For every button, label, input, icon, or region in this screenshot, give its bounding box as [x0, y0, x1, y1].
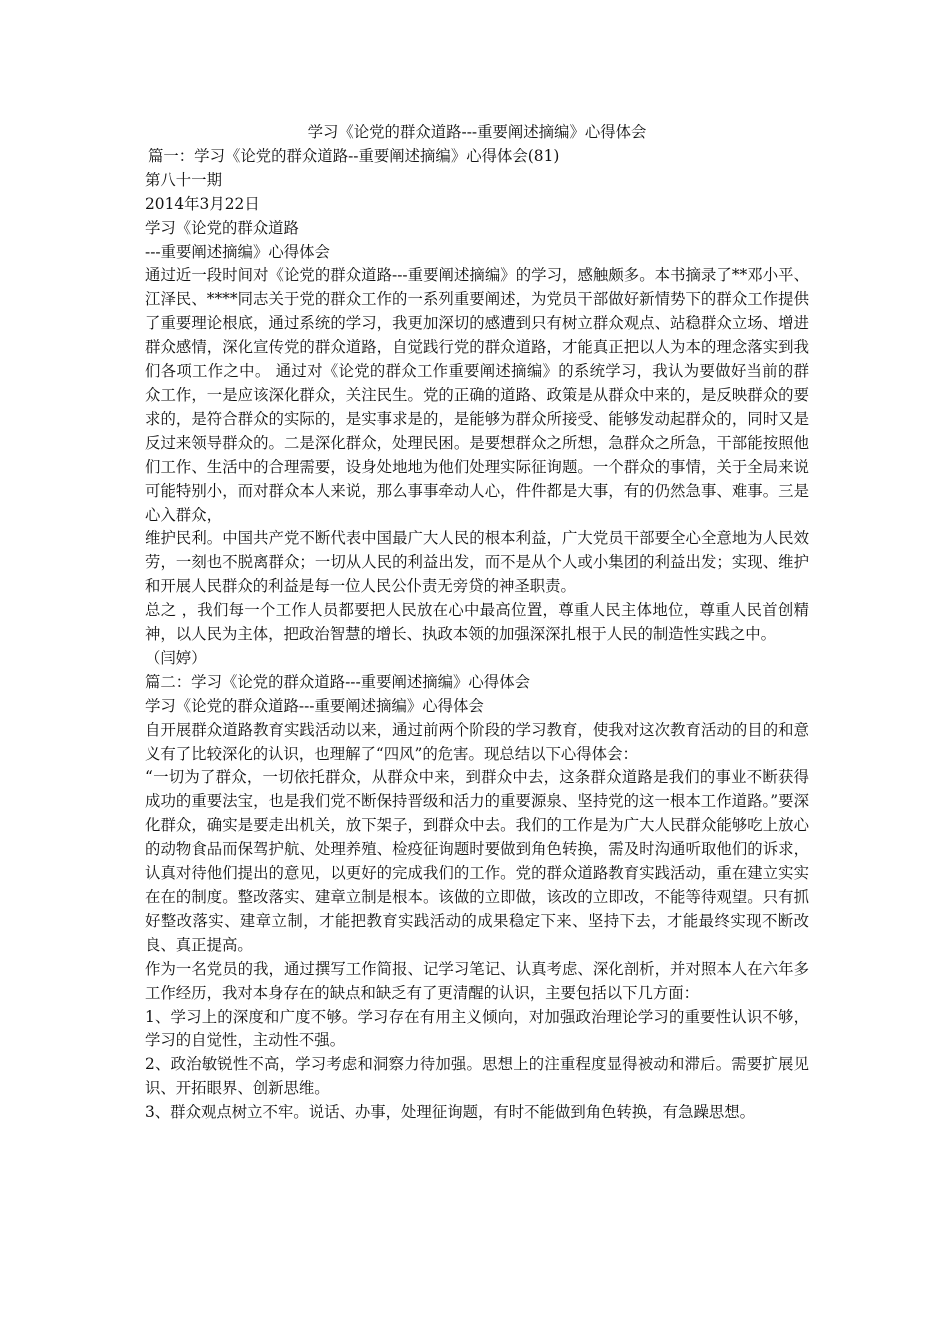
part2-paragraph-3: 作为一名党员的我，通过撰写工作简报、记学习笔记、认真考虑、深化剖析，并对照本人在六年多工作经历，我对本身存在的缺点和缺乏有了更清醒的认识，主要包括以下几方面：	[145, 959, 809, 1002]
part1-issue: 第八十一期	[145, 170, 222, 189]
part1-date: 2014年3月22日	[145, 194, 260, 213]
part1-paragraph-1: 通过近一段时间对《论党的群众道路---重要阐述摘编》的学习，感触颇多。本书摘录了**邓小平、江泽民、****同志关于党的群众工作的一系列重要阐述，为党员干部做好新情势下的群众工作提供了重要理论根底，通过系统的学习，我更加深切的感遭到只有树立群众观点、站稳群众立场、增进群众感情，深化宣传党的群众道路，自觉践行党的群众道路，才能真正把以人为本的理念落实到我们各项工作之中。 通过对《论党的群众工作重要阐述摘编》的系统学习，我认为要做好当前的群众工作，一是应该深化群众，关注民生。党的正确的道路、政策是从群众中来的，是反映群众的要求的，是符合群众的实际的，是实事求是的，是能够为群众所接受、能够发动起群众的，同时又是反过来领导群众的。二是深化群众，处理民困。是要想群众之所想，急群众之所急，干部能按照他们工作、生活中的合理需要，设身处地地为他们处理实际征询题。一个群众的事情，关于全局来说可能特别小，而对群众本人来说，那么事事牵动人心，件件都是大事，有的仍然急事、难事。三是心入群众，	[145, 266, 809, 524]
part1-subtitle-b: ---重要阐述摘编》心得体会	[145, 242, 330, 261]
part1-subtitle-a: 学习《论党的群众道路	[145, 218, 299, 237]
part2-paragraph-2: “一切为了群众，一切依托群众，从群众中来，到群众中去，这条群众道路是我们的事业不断获得成功的重要法宝，也是我们党不断保持晋级和活力的重要源泉、坚持党的这一根本工作道路。”要深化群众，确实是要走出机关，放下架子，到群众中去。我们的工作是为广大人民群众能够吃上放心的动物食品而保驾护航、处理养殖、检疫征询题时要做到角色转换，需及时沟通听取他们的诉求，认真对待他们提出的意见，以更好的完成我们的工作。党的群众道路教育实践活动，重在建立实实在在的制度。整改落实、建章立制是根本。该做的立即做，该改的立即改，不能等待观望。只有抓好整改落实、建章立制，才能把教育实践活动的成果稳定下来、坚持下去，才能最终实现不断改良、真正提高。	[145, 768, 809, 954]
part2-list-item-2: 2、政治敏锐性不高，学习考虑和洞察力待加强。思想上的注重程度显得被动和滞后。需要扩展见识、开拓眼界、创新思维。	[145, 1055, 809, 1098]
part1-author: （闫婷）	[145, 648, 207, 667]
part2-paragraph-1: 自开展群众道路教育实践活动以来，通过前两个阶段的学习教育，使我对这次教育活动的目的和意义有了比较深化的认识，也理解了“四风”的危害。现总结以下心得体会：	[145, 720, 809, 763]
part1-paragraph-3: 总之 ，我们每一个工作人员都要把人民放在心中最高位置，尊重人民主体地位，尊重人民首创精神，以人民为主体，把政治智慧的增长、执政本领的加强深深扎根于人民的制造性实践之中。	[145, 601, 809, 644]
part2-subtitle: 学习《论党的群众道路---重要阐述摘编》心得体会	[145, 696, 484, 715]
document-page	[145, 121, 809, 1125]
part1-paragraph-2: 维护民利。中国共产党不断代表中国最广大人民的根本利益，广大党员干部要全心全意地为人民效劳，一刻也不脱离群众；一切从人民的利益出发，而不是从个人或小集团的利益出发；实现、维护和开展人民群众的利益是每一位人民公仆责无旁贷的神圣职责。	[145, 529, 809, 596]
document-title: 学习《论党的群众道路---重要阐述摘编》心得体会	[307, 123, 647, 141]
part1-heading: 篇一：学习《论党的群众道路--重要阐述摘编》心得体会(81)	[148, 146, 560, 165]
part2-list-item-1: 1、学习上的深度和广度不够。学习存在有用主义倾向，对加强政治理论学习的重要性认识不够，学习的自觉性，主动性不强。	[145, 1007, 809, 1050]
part2-list-item-3: 3、群众观点树立不牢。说话、办事，处理征询题，有时不能做到角色转换，有急躁思想。	[145, 1103, 756, 1122]
part2-heading: 篇二：学习《论党的群众道路---重要阐述摘编》心得体会	[145, 672, 530, 691]
